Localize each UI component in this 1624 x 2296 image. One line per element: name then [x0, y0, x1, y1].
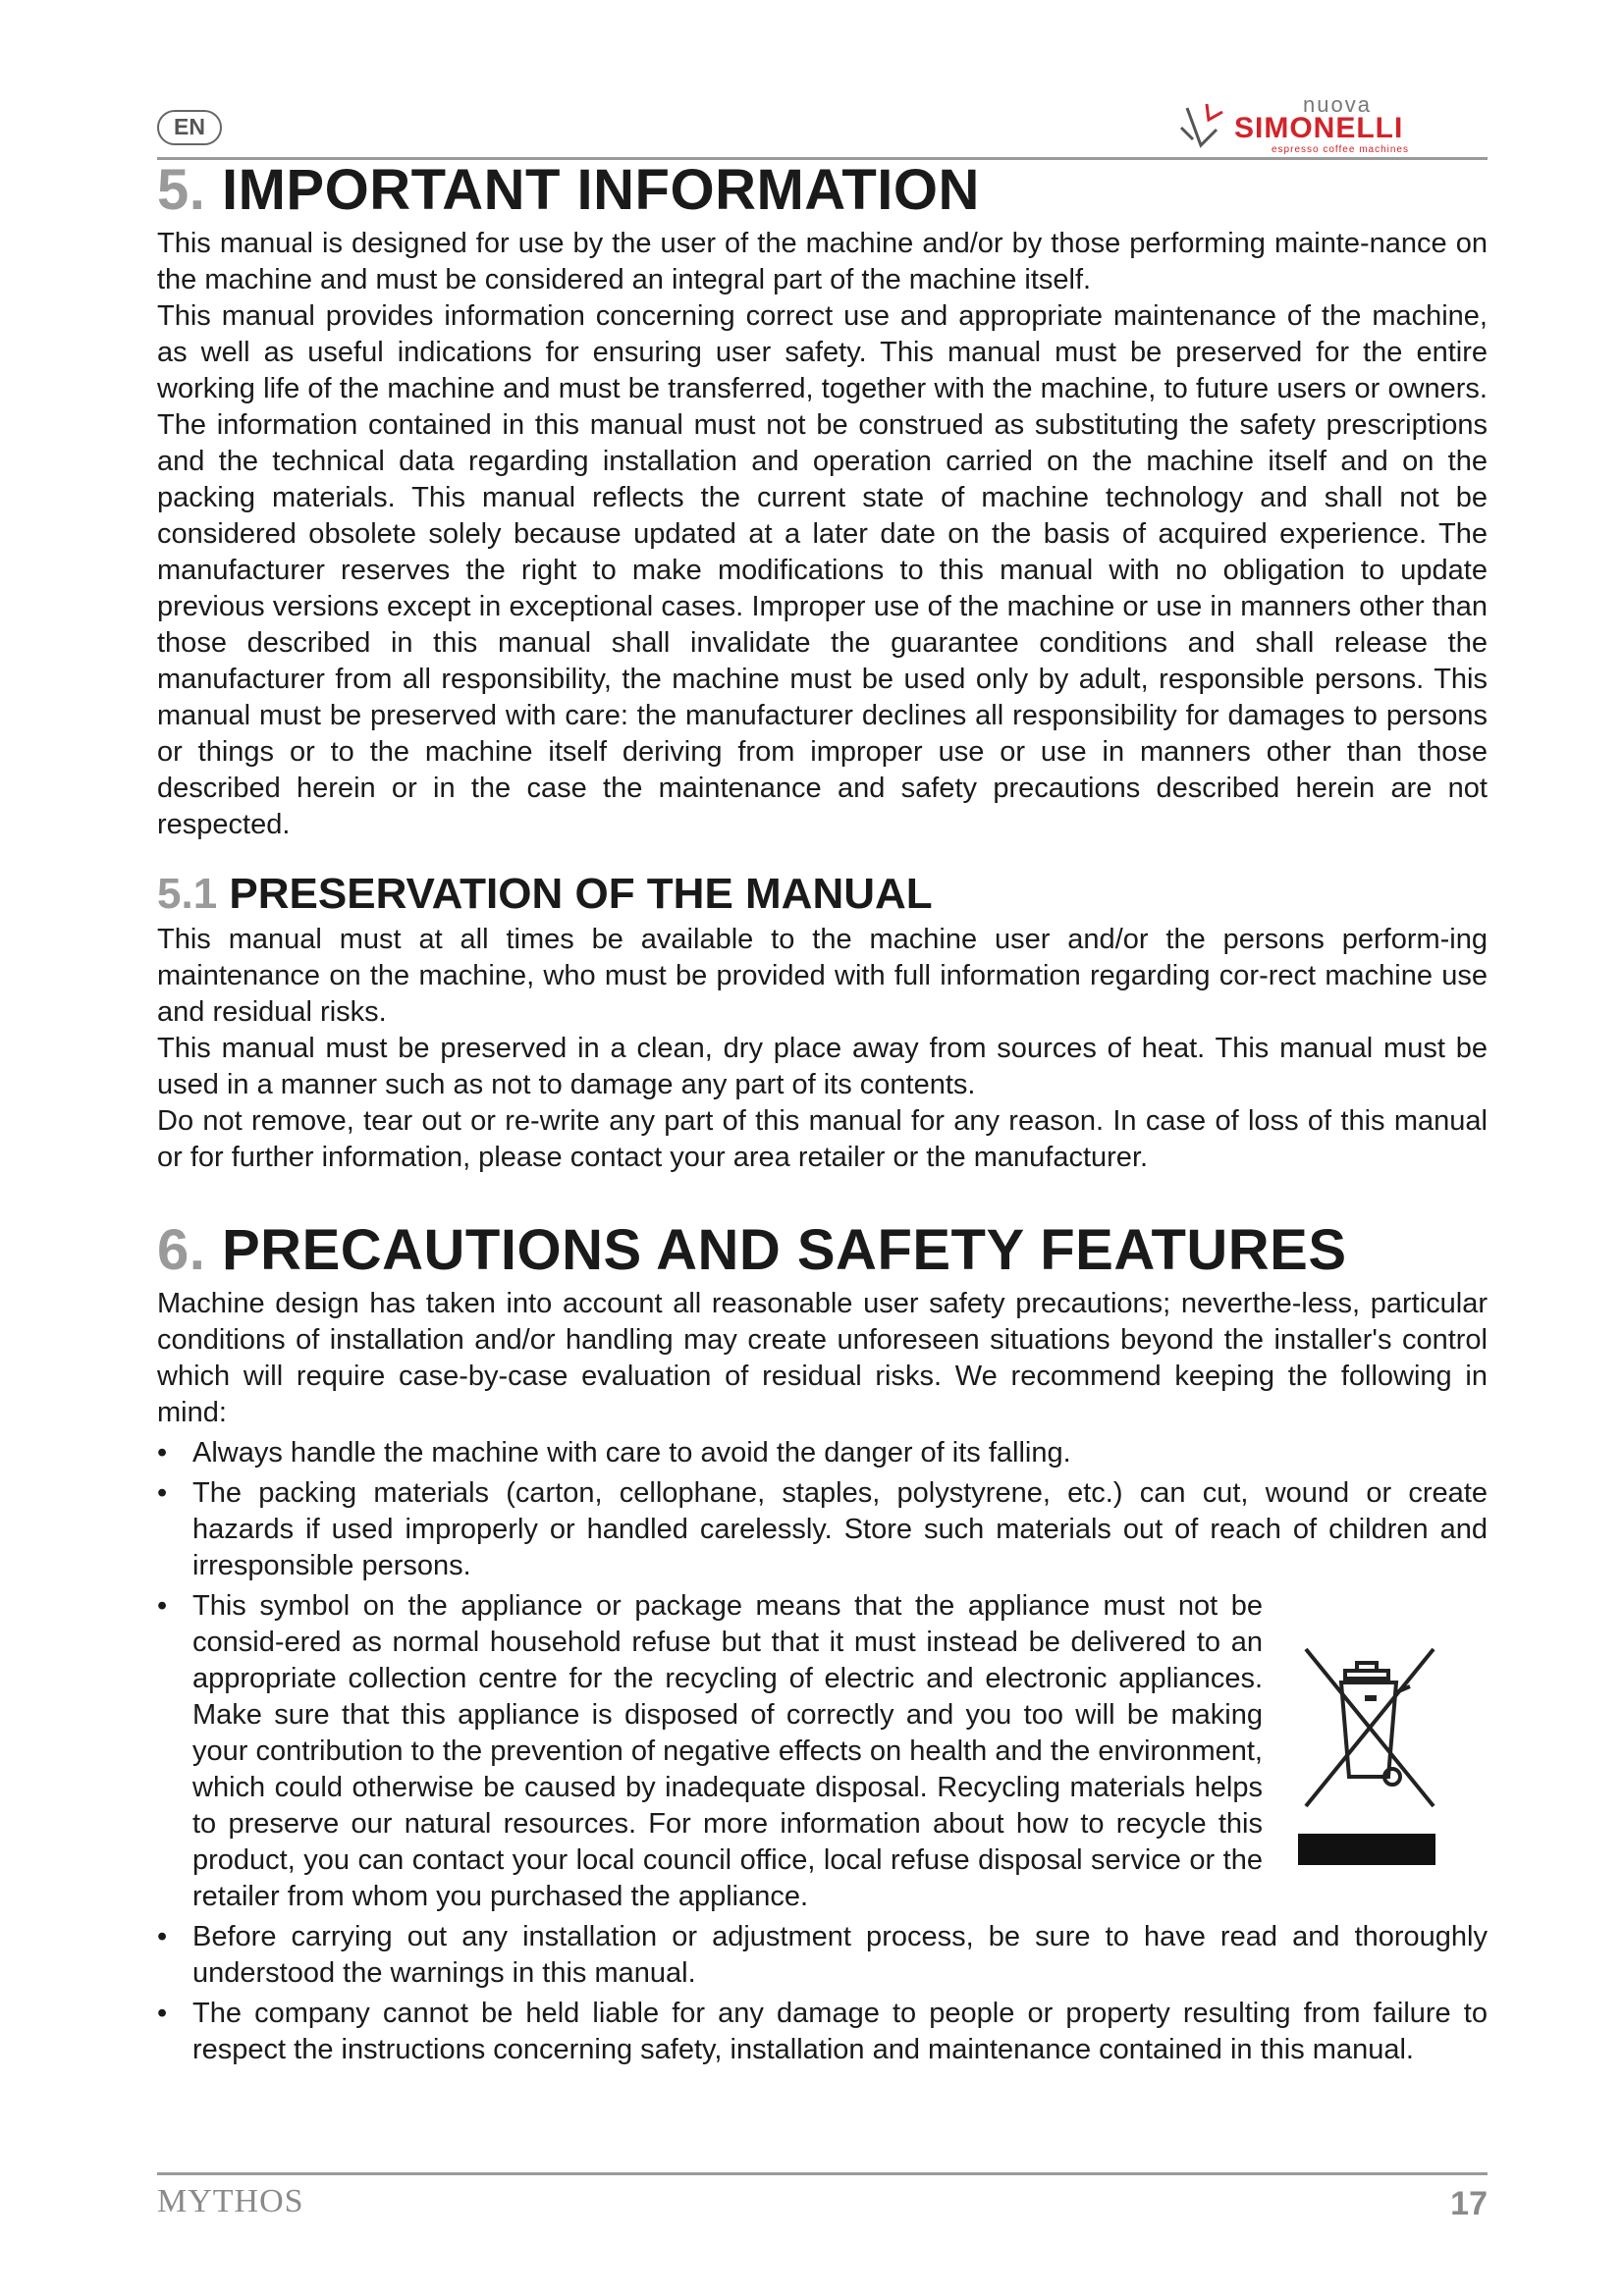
section-6-heading	[157, 1215, 1488, 1286]
page-number: 17	[1450, 2185, 1488, 2222]
list-item: • The packing materials (carton, cellophane, staples, polystyrene, etc.) can cut, wound or create hazards if used improperly or handled carelessly. Store such materials out of reach of children and irresponsible persons.	[157, 1477, 1488, 1581]
logo-mark-icon	[1181, 104, 1222, 145]
section-title: PRECAUTIONS AND SAFETY FEATURES	[222, 1218, 1347, 1282]
section-5-1-paragraph-1: This manual must at all times be available to the machine user and/or the persons perform-ing maintenance on the machine, who must be provided with full information regarding cor-rect machine use and residual risks.	[157, 924, 1488, 1028]
weee-underline-bar	[1298, 1834, 1435, 1865]
section-5-1-heading	[157, 867, 1488, 922]
weee-symbol	[1286, 1629, 1458, 1875]
section-5-paragraph-1: This manual is designed for use by the user of the machine and/or by those performing mainte-nance on the machine and must be considered an integral part of the machine itself.	[157, 228, 1488, 295]
section-6-intro: Machine design has taken into account all reasonable user safety precautions; neverthe-less, particular conditions of installation and/or handling may create unforeseen situations beyond the installer's control which will require case-by-case evaluation of residual risks. We recommend keeping the following in mind:	[157, 1288, 1488, 1428]
safety-list	[157, 1435, 1488, 2068]
section-5-1-paragraph-3: Do not remove, tear out or re-write any part of this manual for any reason. In case of loss of this manual or for further information, please contact your area retailer or the manufacturer.	[157, 1105, 1488, 1173]
language-badge: EN	[157, 110, 222, 145]
list-item: • Before carrying out any installation or adjustment process, be sure to have read and thoroughly understood the warnings in this manual.	[157, 1921, 1488, 1989]
section-number: 5.1	[157, 870, 218, 918]
bullet-icon: •	[157, 1437, 168, 1468]
list-item: • Always handle the machine with care to avoid the danger of its falling.	[157, 1435, 1488, 1471]
list-item: • This symbol on the appliance or package means that the appliance must not be consid-ered as normal household refuse but that it must instead be delivered to an appropriate collection centre for the recycling of electric and electronic appliances. Make sure that this appliance is disposed of correctly and you too will be making your contribution to the prevention of negative effects on health and the environment, which could otherwise be caused by inadequate disposal. Recycling materials helps to preserve our natural resources. For more information about how to recycle this product, you can contact your local council office, local refuse disposal service or the retailer from whom you purchased the appliance.	[157, 1588, 1488, 1915]
bullet-icon: •	[157, 1921, 168, 1952]
section-number: 5.	[157, 158, 206, 222]
section-5-1-paragraph-2: This manual must be preserved in a clean, dry place away from sources of heat. This manual must be used in a manner such as not to damage any part of its contents.	[157, 1033, 1488, 1100]
logo-brand-text: SIMONELLI	[1234, 112, 1404, 144]
page-content	[157, 155, 1488, 2068]
section-5-heading	[157, 155, 1488, 226]
section-5-paragraph-2: This manual provides information concerning correct use and appropriate maintenance of the machine, as well as useful indications for ensuring user safety. This manual must be preserved for the entire working life of the machine and must be transferred, together with the machine, to future users or owners. The information contained in this manual must not be construed as substituting the safety prescriptions and the technical data regarding installation and operation carried on the machine itself and on the packing materials. This manual reflects the current state of machine technology and shall not be considered obsolete solely because updated at a later date on the basis of acquired experience. The manufacturer reserves the right to make modifications to this manual with no obligation to update previous versions except in exceptional cases. Improper use of the machine or use in manners other than those described in this manual shall invalidate the guarantee conditions and shall release the manufacturer from all responsibility, the machine must be used only by adult, responsible persons. This manual must be preserved with care: the manufacturer declines all responsibility for damages to persons or things or to the machine itself deriving from improper use or use in manners other than those described herein or in the case the maintenance and safety precautions described herein are not respected.	[157, 300, 1488, 840]
list-item: • The company cannot be held liable for any damage to people or property resulting from failure to respect the instructions concerning safety, installation and maintenance contained in this manual.	[157, 1998, 1488, 2065]
bullet-icon: •	[157, 1998, 168, 2029]
bullet-icon: •	[157, 1590, 168, 1622]
footer-divider	[157, 2172, 1488, 2175]
logo-tagline-text: espresso coffee machines	[1272, 144, 1409, 155]
page-header	[157, 90, 1488, 159]
bullet-icon: •	[157, 1477, 168, 1509]
footer-model-name: MYTHOS	[157, 2183, 304, 2219]
crossed-out-wheelie-bin-icon	[1286, 1629, 1458, 1826]
section-number: 6.	[157, 1218, 206, 1282]
simonelli-logo	[1173, 90, 1488, 157]
logo-top-text: nuova	[1303, 92, 1372, 117]
section-title: IMPORTANT INFORMATION	[222, 158, 980, 222]
section-title: PRESERVATION OF THE MANUAL	[229, 870, 933, 918]
